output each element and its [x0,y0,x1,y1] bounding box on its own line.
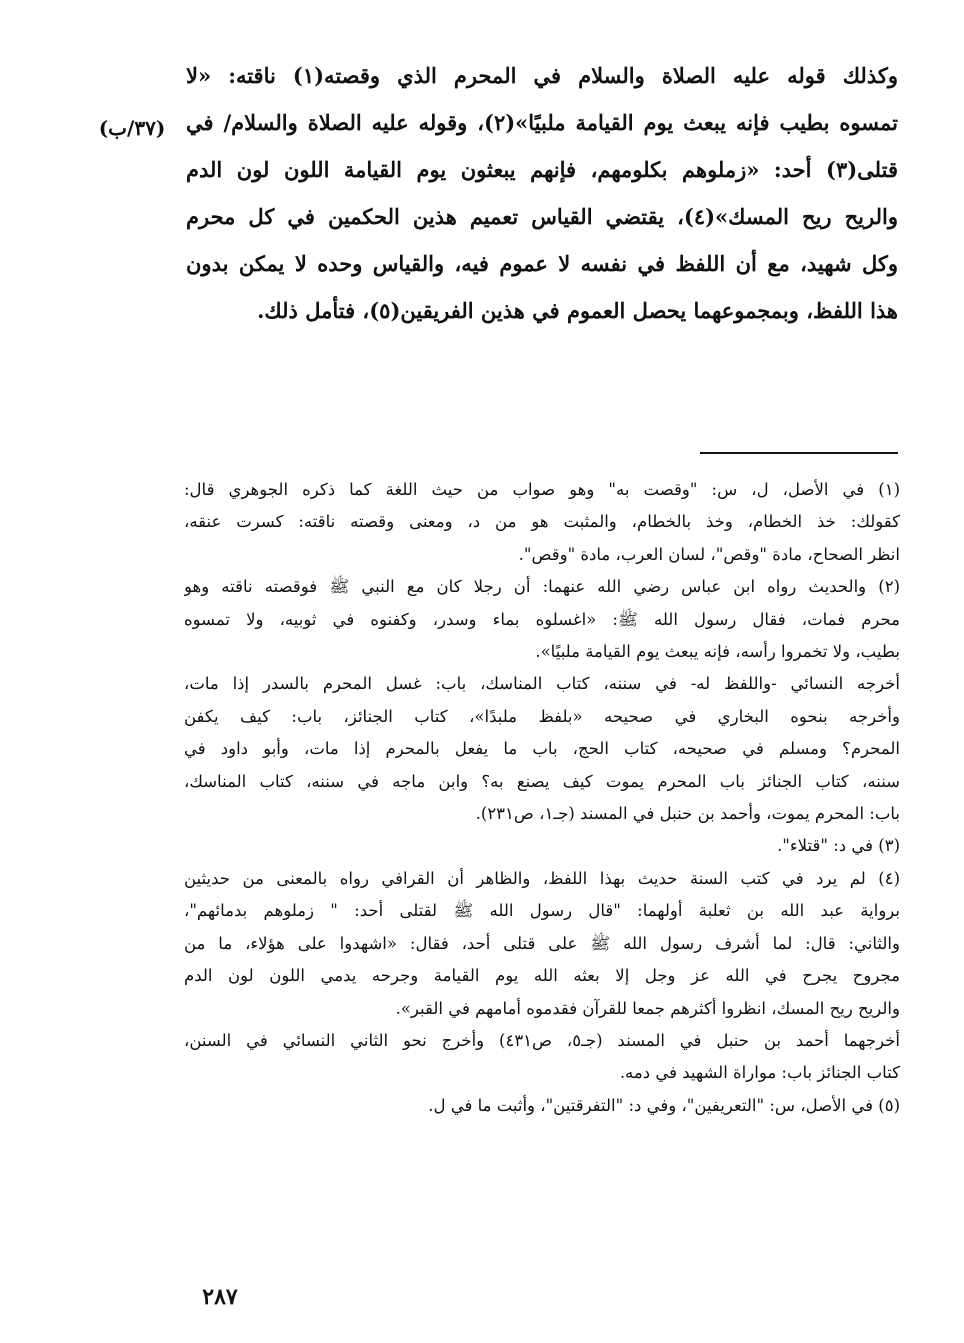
footnote-line: سننه، كتاب الجنائز باب المحرم يموت كيف يصنع به؟ وابن ماجه في سننه، كتاب المناسك، [184,771,900,791]
footnote-line: برواية عبد الله بن ثعلبة أولهما: "قال رسول الله ﷺ لقتلى أحد: " زملوهم بدمائهم"، [184,901,900,921]
footnote-line: (٣) في د: "قتلاء". [777,836,900,856]
footnote-line: (١) في الأصل، ل، س: "وقصت به" وهو صواب من حيث اللغة كما ذكره الجوهري قال: [184,480,900,499]
footnote-line: المحرم؟ ومسلم في صحيحه، كتاب الحج، باب ما يفعل بالمحرم إذا مات، وأبو داود في [184,739,900,759]
footnote-line: مجروح يجرح في الله عز وجل إلا بعثه الله يوم القيامة وجرحه يدمي اللون لون الدم [184,966,900,986]
body-line: تمسوه بطيب فإنه يبعث يوم القيامة ملبيًا»(٢)، وقوله عليه الصلاة والسلام/ في [186,110,898,135]
footnote-4 [184,863,900,1025]
folio-marker: (٣٧/ب) [98,116,166,140]
footnote-line: كقولك: خذ الخطام، وخذ بالخطام، والمثبت هو من د، ومعنى وقصته ناقته: كسرت عنقه، [184,512,900,532]
footnote-line: بطيب، ولا تخمروا رأسه، فإنه يبعث يوم القيامة ملبيًا». [535,642,900,662]
footnote-line: انظر الصحاح، مادة "وقص"، لسان العرب، مادة "وقص". [518,544,900,564]
body-line: وكذلك قوله عليه الصلاة والسلام في المحرم الذي وقصته(١) ناقته: «لا [186,63,898,88]
body-line: وكل شهيد، مع أن اللفظ في نفسه لا عموم فيه، والقياس وحده لا يمكن بدون [186,251,898,276]
footnote-line: أخرجه النسائي -واللفظ له- في سننه، كتاب المناسك، باب: غسل المحرم بالسدر إذا مات، [184,674,900,694]
footnote-line: (٤) لم يرد في كتب السنة حديث بهذا اللفظ، والظاهر أن القرافي رواه بالمعنى من حديثين [184,868,900,888]
footnote-4-sources [184,1025,900,1090]
page-number: ٢٨٧ [202,1284,238,1310]
footnote-line: (٢) والحديث رواه ابن عباس رضي الله عنهما: أن رجلا كان مع النبي ﷺ فوقصته ناقته وهو [184,577,900,597]
footnote-line: والثاني: قال: لما أشرف رسول الله ﷺ على قتلى أحد، فقال: «اشهدوا على هؤلاء، ما من [184,933,900,953]
footnote-line: كتاب الجنائز باب: مواراة الشهيد في دمه. [619,1063,900,1083]
footnotes [184,474,900,1122]
main-body-text [186,52,898,334]
body-line: قتلى(٣) أحد: «زملوهم بكلومهم، فإنهم يبعثون يوم القيامة اللون لون الدم [186,157,898,182]
footnote-line: (٥) في الأصل، س: "التعريفين"، وفي د: "التفرقتين"، وأثبت ما في ل. [428,1095,900,1115]
body-line: هذا اللفظ، وبمجموعهما يحصل العموم في هذين الفريقين(٥)، فتأمل ذلك. [257,298,898,323]
footnote-line: وأخرجه بنحوه البخاري في صحيحه «بلفظ ملبدًا»، كتاب الجنائز، باب: كيف يكفن [184,706,900,726]
footnote-2 [184,571,900,668]
footnote-line: والريح ريح المسك، انظروا أكثرهم جمعا للقرآن فقدموه أمامهم في القبر». [395,998,900,1018]
footnote-line: محرم فمات، فقال رسول الله ﷺ: «اغسلوه بماء وسدر، وكفنوه في ثوبيه، ولا تمسوه [184,609,900,629]
footnote-line: باب: المحرم يموت، وأحمد بن حنبل في المسند (جـ١، ص٢٣١). [475,804,900,824]
footnote-2-sources [184,668,900,830]
footnote-separator [700,452,898,454]
footnote-5 [184,1090,900,1122]
footnote-1 [184,474,900,571]
footnote-line: أخرجهما أحمد بن حنبل في المسند (جـ٥، ص٤٣١) وأخرج نحو الثاني النسائي في السنن، [184,1030,900,1050]
body-line: والريح ريح المسك»(٤)، يقتضي القياس تعميم هذين الحكمين في كل محرم [186,204,898,229]
footnote-3 [184,830,900,862]
